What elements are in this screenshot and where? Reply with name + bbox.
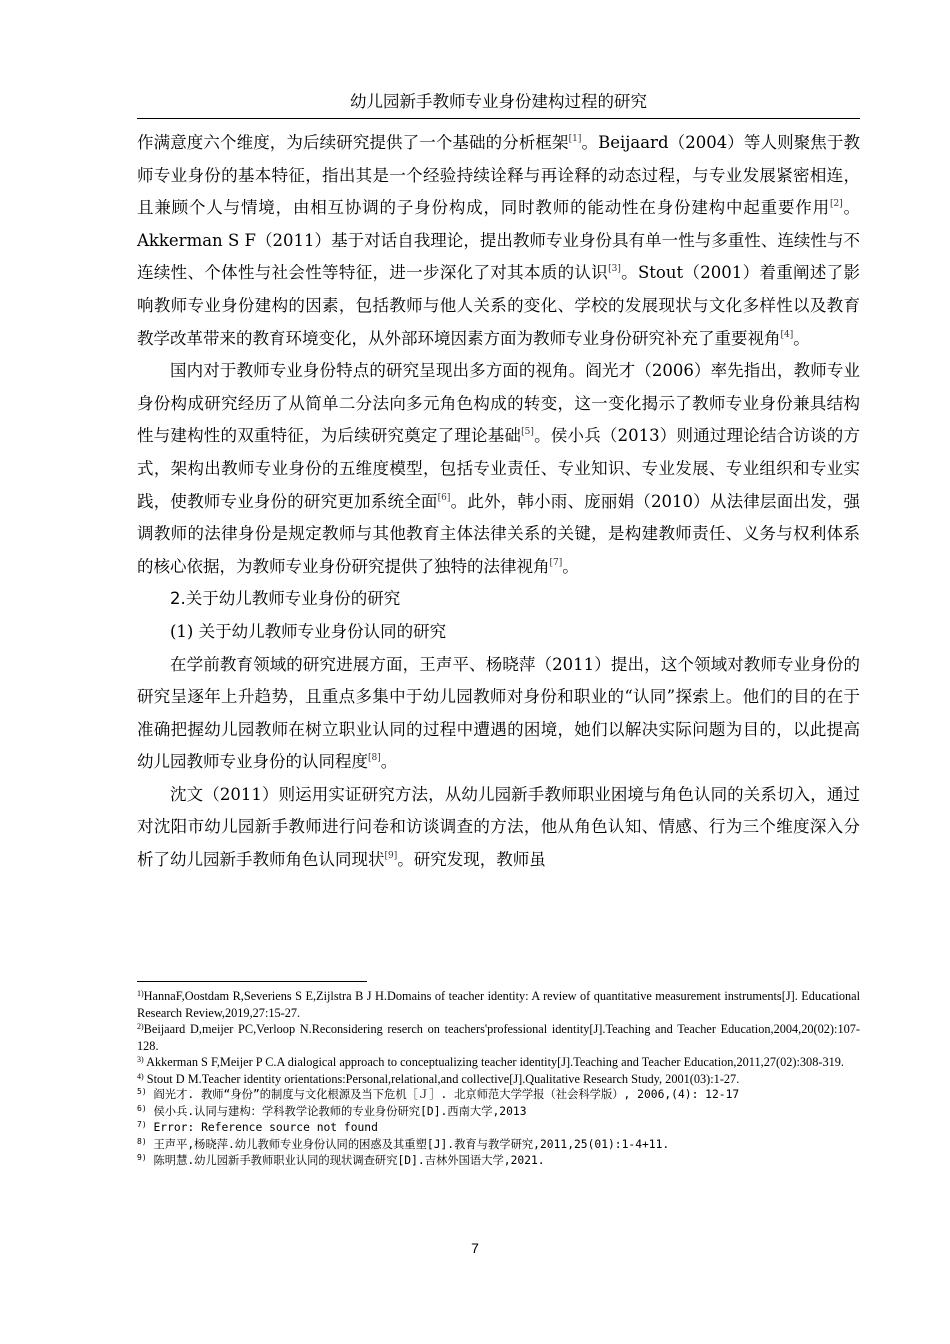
citation-5[interactable]: [5] bbox=[521, 427, 534, 438]
text-run: 国内对于教师专业身份特点的研究呈现出多方面的视角。阎光才（2006）率先指出，教师专业身份构成研究经历了从简单二分法向多元角色构成的转变，这一变化揭示了教师专业身份兼具结构性与建构性的双重特征，为后续研究奠定了理论基础 bbox=[137, 361, 860, 446]
footnote-7 bbox=[137, 1120, 860, 1137]
footnote-mark: 4 bbox=[137, 1071, 141, 1081]
text-run: 在学前教育领域的研究进展方面，王声平、杨晓萍（2011）提出，这个领域对教师专业身份的研究呈逐年上升趋势，且重点多集中于幼儿园教师对身份和职业的“认同”探索上。他们的目的在于准确把握幼儿园教师在树立职业认同的过程中遭遇的困境，她们以解决实际问题为目的，以此提高幼儿园教师专业身份的认同程度 bbox=[137, 654, 860, 772]
text-run: 作满意度六个维度，为后续研究提供了一个基础的分析框架 bbox=[137, 133, 569, 152]
footnotes bbox=[137, 988, 860, 1170]
paragraph-4 bbox=[137, 779, 860, 877]
footnote-text: 陈明慧.幼儿园新手教师职业认同的现状调查研究[D].吉林外国语大学,2021. bbox=[153, 1154, 545, 1167]
citation-3[interactable]: [3] bbox=[608, 264, 621, 275]
footnote-mark: 6 bbox=[137, 1103, 142, 1113]
footnote-mark: 8 bbox=[137, 1136, 142, 1146]
footnote-mark: 2 bbox=[137, 1022, 141, 1031]
text-run: 。Stout（2001）着重阐述了影响教师专业身份建构的因素，包括教师与他人关系的变化、学校的发展现状与文化多样性以及教育教学改革带来的教育环境变化，从外部环境因素方面为教师专业身份研究补充了重要视角 bbox=[137, 263, 861, 348]
footnote-5 bbox=[137, 1087, 860, 1104]
text-run: 。侯小兵（2013）则通过理论结合访谈的方式，架构出教师专业身份的五维度模型，包括专业责任、专业知识、专业发展、专业组织和专业实践，使教师专业身份的研究更加系统全面 bbox=[137, 426, 861, 511]
footnote-8 bbox=[137, 1137, 860, 1154]
text-run: 。Akkerman S F（2011）基于对话自我理论，提出教师专业身份具有单一性与多重性、连续性与不连续性、个体性与社会性等特征，进一步深化了对其本质的认识 bbox=[137, 198, 861, 283]
footnote-3 bbox=[137, 1054, 860, 1071]
subsection-heading: (1) 关于幼儿教师专业身份认同的研究 bbox=[170, 621, 447, 641]
body-text bbox=[137, 127, 860, 877]
footnote-mark-bracket: ) bbox=[141, 1103, 147, 1113]
text-run: 。研究发现，教师虽 bbox=[397, 850, 546, 870]
citation-1[interactable]: [1] bbox=[568, 134, 582, 144]
text-run: 沈文（2011）则运用实证研究方法，从幼儿园新手教师职业困境与角色认同的关系切入，通过对沈阳市幼儿园新手教师进行问卷和访谈调查的方法，他从角色认知、情感、行为三个维度深入分析了幼儿园新手教师角色认同现状 bbox=[137, 784, 860, 870]
footnote-mark: 7 bbox=[137, 1120, 142, 1129]
footnote-separator bbox=[137, 981, 367, 982]
paragraph-3 bbox=[137, 649, 860, 779]
footnote-4 bbox=[137, 1071, 860, 1088]
footnote-mark-bracket: ) bbox=[141, 1120, 147, 1129]
footnote-mark: 5 bbox=[137, 1087, 142, 1096]
text-run: 。此外，韩小雨、庞丽娟（2010）从法律层面出发，强调教师的法律身份是规定教师与其他教育主体法律关系的关键，是构建教师责任、义务与权利体系的核心依据，为教师专业身份研究提供了独特的法律视角 bbox=[137, 491, 860, 576]
footnote-mark-bracket: ) bbox=[141, 1055, 144, 1064]
text-run: 。 bbox=[380, 752, 398, 772]
footnote-mark-bracket: ) bbox=[141, 1153, 147, 1162]
footnote-mark: 9 bbox=[137, 1153, 142, 1162]
paragraph-2 bbox=[137, 355, 860, 583]
footnote-mark-bracket: ) bbox=[141, 1071, 144, 1081]
footnote-1 bbox=[137, 988, 860, 1021]
footnote-text: 王声平,杨晓萍.幼儿教师专业身份认同的困惑及其重塑[J].教育与教学研究,2011,25(01):1-4+11. bbox=[153, 1137, 670, 1151]
footnote-6 bbox=[137, 1104, 860, 1121]
footnote-mark-bracket: ) bbox=[141, 1136, 147, 1146]
text-run: 。 bbox=[793, 328, 810, 348]
footnote-text: HannaF,Oostdam R,Severiens S E,Zijlstra B J H.Domains of teacher identity: A review of quantitative measurement instruments[J]. Educational Research Review,2019,27:15-27. bbox=[137, 989, 860, 1020]
footnote-text: Stout D M.Teacher identity orientations:Personal,relational,and collective[J].Qualitative Research Study, 2001(03):1-27. bbox=[146, 1071, 740, 1086]
paragraph-1 bbox=[137, 127, 860, 355]
running-header: 幼儿园新手教师专业身份建构过程的研究 bbox=[350, 92, 647, 111]
citation-2[interactable]: [2] bbox=[829, 199, 843, 210]
citation-4[interactable]: [4] bbox=[780, 329, 794, 340]
footnote-text: 侯小兵.认同与建构：学科教学论教师的专业身份研究[D].西南大学,2013 bbox=[153, 1104, 527, 1118]
footnote-text: Error: Reference source not found bbox=[153, 1121, 378, 1134]
text-run: 。 bbox=[562, 556, 579, 576]
footnote-mark: 3 bbox=[137, 1055, 141, 1064]
footnote-text: 阎光才. 教师“身份”的制度与文化根源及当下危机［Ｊ］. 北京师范大学学报（社会科学版）, 2006,(4): 12-17 bbox=[153, 1088, 740, 1101]
footnote-2 bbox=[137, 1021, 860, 1054]
footnote-text: Beijaard D,meijer PC,Verloop N.Reconsidering reserch on teachers'professional identity[J].Teaching and Teacher Education,2004,20(02):107-128. bbox=[137, 1022, 860, 1053]
footnote-text: Akkerman S F,Meijer P C.A dialogical approach to conceptualizing teacher identity[J].Teaching and Teacher Education,2011,27(02):308-319. bbox=[146, 1055, 844, 1069]
footnote-mark: 1 bbox=[137, 989, 141, 998]
citation-8[interactable]: [8] bbox=[368, 753, 381, 764]
header-rule bbox=[137, 118, 860, 119]
page-number: 7 bbox=[471, 1240, 479, 1256]
footnote-9 bbox=[137, 1153, 860, 1170]
footnote-mark-bracket: ) bbox=[141, 1087, 147, 1096]
citation-9[interactable]: [9] bbox=[384, 851, 398, 862]
footnote-mark-bracket: ) bbox=[141, 1022, 144, 1031]
citation-6[interactable]: [6] bbox=[437, 492, 451, 503]
section-heading: 2.关于幼儿教师专业身份的研究 bbox=[170, 589, 401, 609]
footnote-mark-bracket: ) bbox=[141, 989, 144, 998]
text-run: 。Beijaard（2004）等人则聚焦于教师专业身份的基本特征，指出其是一个经验持续诠释与再诠释的动态过程，与专业发展紧密相连，且兼顾个人与情境，由相互协调的子身份构成，同时教师的能动性在身份建构中起重要作用 bbox=[137, 133, 861, 218]
citation-7[interactable]: [7] bbox=[549, 557, 563, 568]
